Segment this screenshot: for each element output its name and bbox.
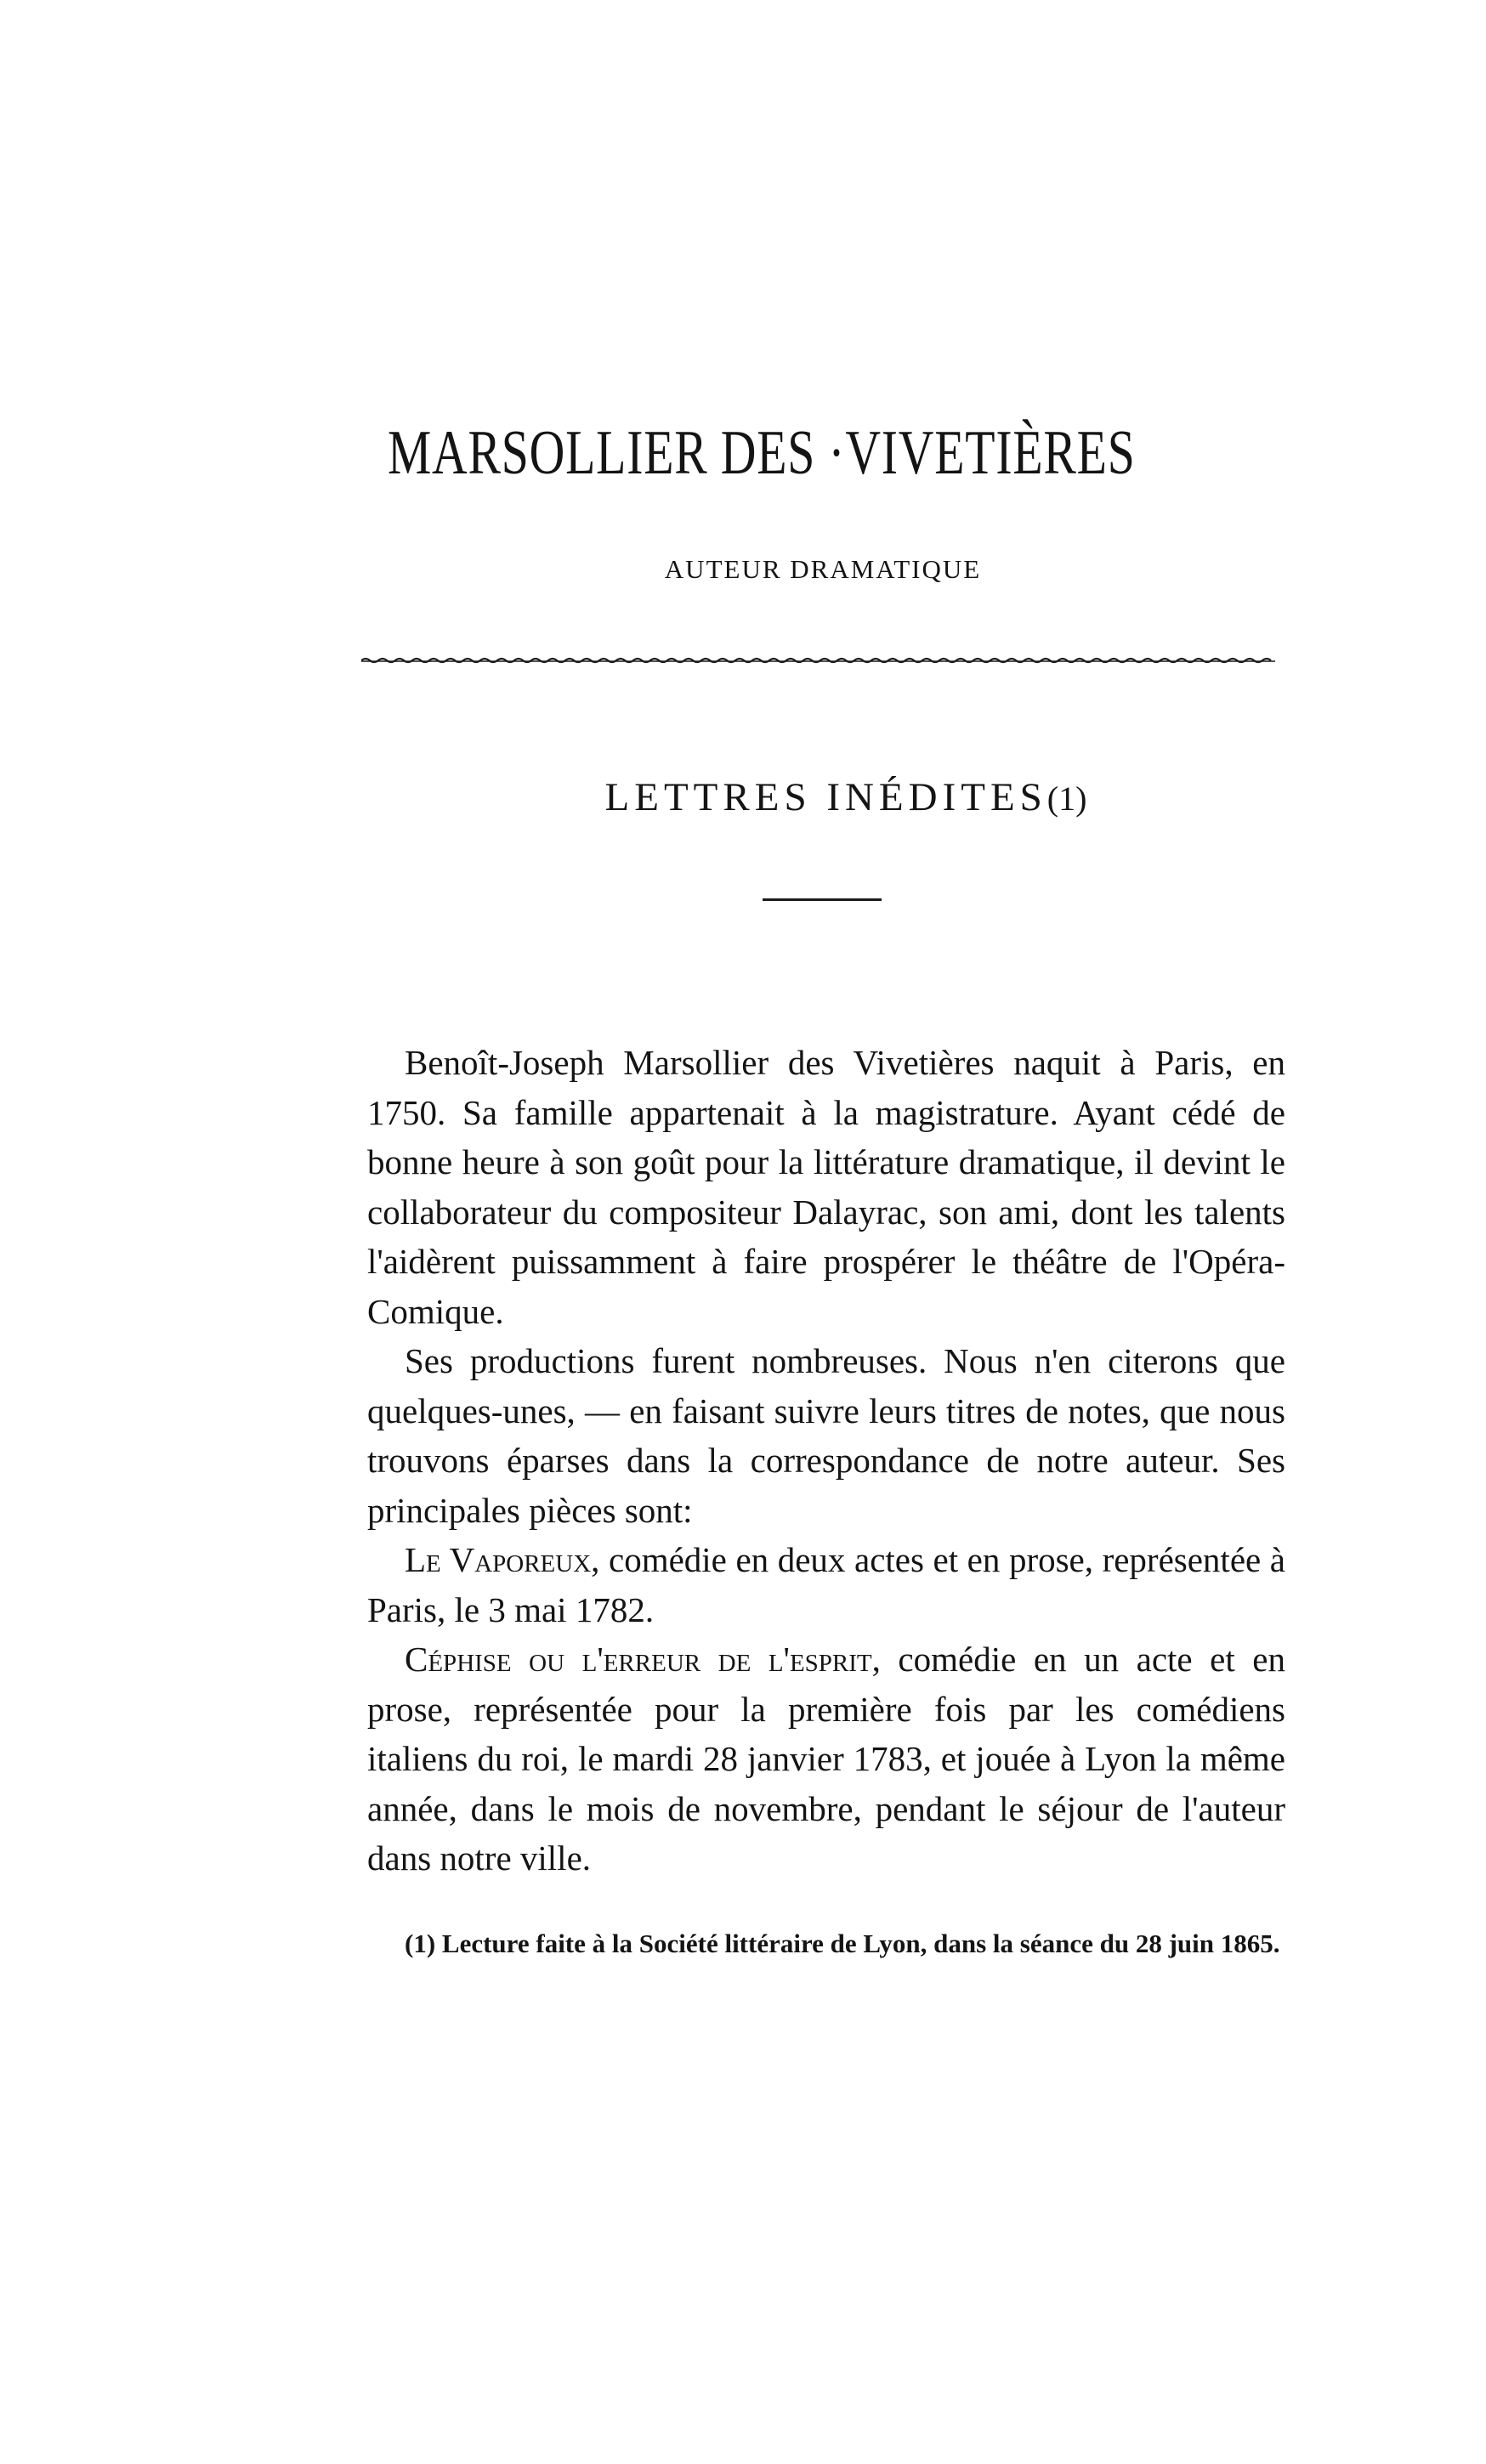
work-title-le-vaporeux: Le Vaporeux: [405, 1540, 592, 1579]
footnote: (1) Lecture faite à la Société littéraire de Lyon, dans la séance du 28 juin 1865.: [405, 1929, 1280, 1958]
work-title-cephise: Céphise ou l'erreur de l'esprit: [405, 1640, 872, 1679]
short-rule-divider: [763, 898, 882, 901]
paragraph-cephise: [367, 1634, 1285, 1883]
work-description-le-vaporeux: , comédie en deux actes et en prose, représentée à Paris, le 3 mai 1782.: [367, 1540, 1285, 1629]
page-title: MARSOLLIER DES ·VIVETIÈRES: [387, 418, 1136, 488]
body-text: [367, 1038, 1285, 1883]
wavy-rule-divider: [361, 654, 1275, 666]
paragraph-biography: Benoît-Joseph Marsollier des Vivetières naquit à Paris, en 1750. Sa famille appartenait à la magistrature. Ayant cédé de bonne heure à son goût pour la littérature dramatique, il devint le collaborateur du compositeur Dalayrac, son ami, dont les talents l'aidèrent puissamment à faire prospérer le théâtre de l'Opéra-Comique.: [367, 1043, 1285, 1331]
section-title: [0, 772, 1486, 824]
footnote-reference: (1): [1046, 779, 1087, 818]
paragraph-productions: Ses productions furent nombreuses. Nous n'en citerons que quelques-unes, — en faisant suivre leurs titres de notes, que nous trouvons éparses dans la correspondance de notre auteur. Ses principales pièces sont:: [367, 1341, 1285, 1530]
page-subtitle: AUTEUR DRAMATIQUE: [664, 554, 982, 584]
work-description-cephise: , comédie en un acte et en prose, représentée pour la première fois par les comédiens italiens du roi, le mardi 28 janvier 1783, et jouée à Lyon la même année, dans le mois de novembre, pendant le séjour de l'auteur dans notre ville.: [367, 1640, 1285, 1878]
section-title-text: LETTRES INÉDITES: [604, 775, 1047, 819]
paragraph-le-vaporeux: [367, 1535, 1285, 1634]
